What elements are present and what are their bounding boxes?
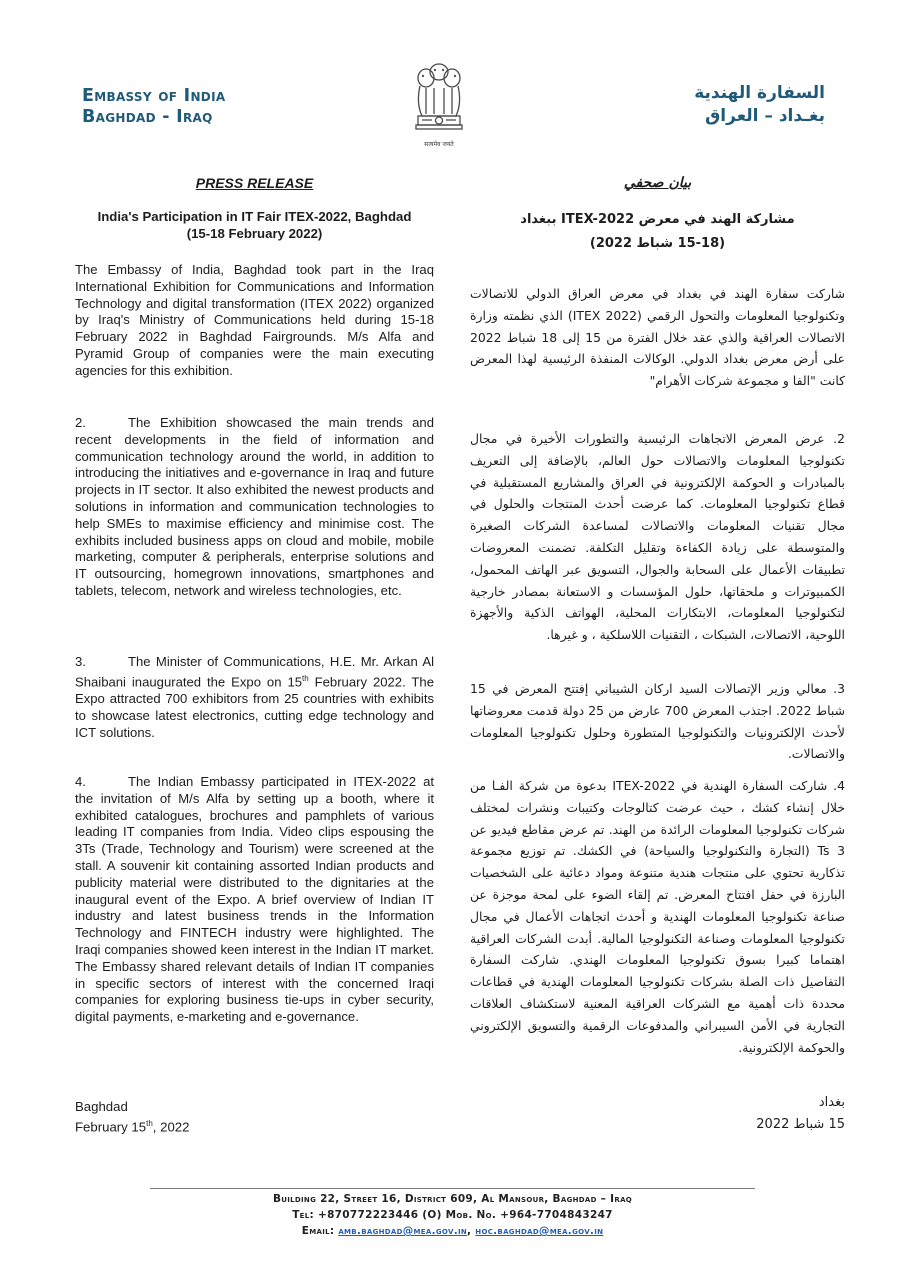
footer-email-label: Email: bbox=[301, 1225, 339, 1237]
english-date-b: , 2022 bbox=[152, 1119, 190, 1135]
arabic-p4-text: 4. شاركت السفارة الهندية في ITEX-2022 بدعوة من شركة الفـا من خلال إنشاء كشك ، حيث عرضت كتالوجات وكتيبات ونشرات لمختلف شركات تكنولوجيا المعلومات الرائدة من الهند. تم عرض مقاطع فيديو عن Ts 3 (التجارة والتكنولوجيا والسياحة) في الكشك. تم توزيع مجموعة تذكارية تحتوي على منتجات هندية متنوعة ومواد دعائية على الشخصيات البارزة في حفل افتتاح المعرض. تم إلقاء الضوء على لمحة موجزة عن صناعة تكنولوجيا المعلومات الهندية و أحدث اتجاهات الأعمال في مجال تكنولوجيا المعلومات وصناعة التكنولوجيا المالية. أبدت الشركات العراقية اهتماما كبيرا بسوق تكنولوجيا المعلومات الهندي. شاركت السفارة التفاصيل ذات الصلة بشركات تكنولوجيا المعلومات الهندية في قطاعات محددة ذات أهمية مع الشركات العراقية المعنية لاستكشاف العلاقات التجارية في الأمن السيبراني والمدفوعات الرقمية والتسويق الإلكتروني والحوكمة الإلكترونية. bbox=[470, 778, 846, 1055]
embassy-name-line1: Embassy of India bbox=[82, 86, 226, 106]
english-title-line2: (15-18 February 2022) bbox=[186, 226, 323, 241]
arabic-p1-text: شاركت سفارة الهند في بغداد في معرض العراق الدولي للاتصالات وتكنولوجيا المعلومات والتحول الرقمي (ITEX 2022) الذي نظمته وزارة الاتصالات العراقية والذي عقد خلال الفترة من 15 إلى 18 شباط 2022 على أرض معرض بغداد الدولي. الوكالات المنفذة الرئيسية لهذا المعرض كانت "الفا و مجموعة شركات الأهرام" bbox=[470, 286, 845, 389]
english-p2-body bbox=[75, 415, 434, 600]
english-p2-text: The Exhibition showcased the main trends and recent developments in the field of information and communication technology around the world, in addition to introducing the initiatives and e-governance in Iraq and future projects in IT sector. It also exhibited the newest products and solutions in information and communication technologies to help SMEs to maximise efficiency and minimise cost. The exhibits included business apps on cloud and mobile, mobile marketing, computer & peripherals, enterprise solutions and IT outsourcing, homegrown innovations, smartphones and tablets, telecom, network and wireless technologies, etc. bbox=[75, 415, 434, 598]
english-p3-text-a: The Minister of Communications, H.E. Mr. Arkan Al Shaibani inaugurated the Expo on 15 bbox=[75, 654, 434, 690]
embassy-name-english bbox=[82, 86, 225, 128]
arabic-p2-text: 2. عرض المعرض الاتجاهات الرئيسية والتطورات الأخيرة في مجال تكنولوجيا المعلومات والاتصالات حول العالم، بالإضافة إلى التعريف بالمبادرات و الحوكمة الإلكترونية في العراق والمشاريع المستقبلية في قطاع تكنولوجيا المعلومات. كما عرضت أحدث المنتجات والحلول في مجال تقنيات المعلومات والاتصالات لمساعدة الشركات الصغيرة والمتوسطة على زيادة الكفاءة وتقليل التكلفة. تضمنت المعروضات تطبيقات الأعمال على السحابة والجوال، التسويق عبر الهاتف المحمول، الكمبيوترات و ملحقاتها، حلول المؤسسات و الاستعانة بمصادر خارجية لتكنولوجيا المعلومات، الابتكارات المحلية، الهواتف الذكية والأجهزة اللوحية، الاتصالات، الشبكات ، التقنيات اللاسلكية ، و غيرها. bbox=[470, 431, 845, 643]
arabic-place: بغداد bbox=[818, 1095, 845, 1110]
footer-email-separator: , bbox=[467, 1225, 476, 1237]
embassy-name-arabic bbox=[694, 82, 825, 128]
footer-phone: Tel: +870772223446 (O) Mob. No. +964-7704843247 bbox=[292, 1209, 613, 1221]
arabic-paragraph-2 bbox=[470, 428, 845, 646]
p3-number: 3. bbox=[75, 654, 86, 669]
english-p4-text: The Indian Embassy participated in ITEX-2022 at the invitation of M/s Alfa by setting up a booth, where it exhibited catalogues, brochures and pamphlets of various leading IT companies from India. Video clips espousing the 3Ts (Trade, Technology and Tourism) were screened at the stall. A souvenir kit containing assorted Indian products and publicity material were distributed to the dignitaries at the inaugural event of the Expo. A brief overview of Indian IT industry and latest business trends in the Information Technology and FINTECH industry were highlighted. The Iraqi companies showed keen interest in the Indian IT market. The Embassy shared relevant details of Indian IT companies in specific sectors of interest with the concerned Iraqi companies for exploring business tie-ups in cyber security, digital payments, e-marketing and e-governance. bbox=[75, 774, 434, 1025]
english-date-a: February 15 bbox=[75, 1119, 147, 1135]
english-date-sup: th bbox=[146, 1119, 153, 1128]
press-release-heading-arabic: بيان صحفي bbox=[623, 175, 692, 191]
english-p3-body bbox=[75, 654, 434, 741]
p4-number: 4. bbox=[75, 774, 86, 789]
footer-address: Building 22, Street 16, District 609, Al Mansour, Baghdad – Iraq bbox=[272, 1193, 633, 1205]
english-title bbox=[75, 208, 434, 242]
arabic-paragraph-1 bbox=[470, 283, 845, 392]
english-p4-body bbox=[75, 774, 434, 1026]
english-p1-text: The Embassy of India, Baghdad took part in the Iraq International Exhibition for Communications and Information Technology and digital transformation (ITEX 2022) organized by Iraq's Ministry of Communications held during 15-18 February 2022 in Baghdad Fairgrounds. M/s Alfa and Pyramid Group of companies were the main executing agencies for this exhibition. bbox=[75, 262, 434, 378]
arabic-paragraph-3 bbox=[470, 678, 845, 765]
email-link-ambassador[interactable]: amb.baghdad@mea.gov.in bbox=[338, 1225, 468, 1237]
english-paragraph-4 bbox=[75, 774, 434, 1026]
emblem-motto: सत्यमेव जयते bbox=[424, 141, 454, 148]
embassy-name-ar-line1: السفارة الهندية bbox=[694, 83, 825, 103]
english-date bbox=[75, 1115, 434, 1135]
english-title-line1: India's Participation in IT Fair ITEX-2022, Baghdad bbox=[97, 209, 412, 224]
arabic-title-line1: مشاركة الهند في معرض ITEX-2022 ببغداد bbox=[520, 212, 795, 227]
footer-email-line bbox=[0, 1225, 905, 1237]
arabic-p3-text: 3. معالي وزير الإتصالات السيد اركان الشيباني إفتتح المعرض في 15 شباط 2022. اجتذب المعرض 700 عارض من 25 دولة قدمت معروضاتها لأحدث الإلكترونيات والتكنولوجيا المتطورة وحلول تكنولوجيا المعلومات والاتصالات. bbox=[470, 681, 845, 762]
arabic-title-line2: (15-18 شباط 2022) bbox=[589, 236, 726, 251]
arabic-paragraph-4 bbox=[470, 775, 845, 1058]
english-paragraph-2 bbox=[75, 415, 434, 600]
embassy-location-ar-line2: بغـداد – العراق bbox=[705, 106, 825, 126]
english-place: Baghdad bbox=[75, 1099, 128, 1114]
english-paragraph-3 bbox=[75, 654, 434, 741]
email-link-hoc[interactable]: hoc.baghdad@mea.gov.in bbox=[475, 1225, 604, 1237]
press-release-heading: PRESS RELEASE bbox=[195, 175, 314, 191]
english-place-date bbox=[75, 1098, 434, 1135]
english-p3-text-b: February 2022. The Expo attracted 700 exhibitors from 25 countries with exhibits to showcase latest electronics, cutting edge technology and ICT solutions. bbox=[75, 674, 434, 740]
footer-divider bbox=[150, 1188, 755, 1189]
p2-number: 2. bbox=[75, 415, 86, 430]
english-p3-sup: th bbox=[302, 673, 309, 683]
arabic-place-date bbox=[700, 1092, 845, 1136]
embassy-location-line2: Baghdad - Iraq bbox=[82, 107, 213, 127]
arabic-date: 15 شباط 2022 bbox=[756, 1117, 845, 1132]
arabic-title bbox=[470, 208, 845, 256]
english-paragraph-1 bbox=[75, 262, 434, 380]
